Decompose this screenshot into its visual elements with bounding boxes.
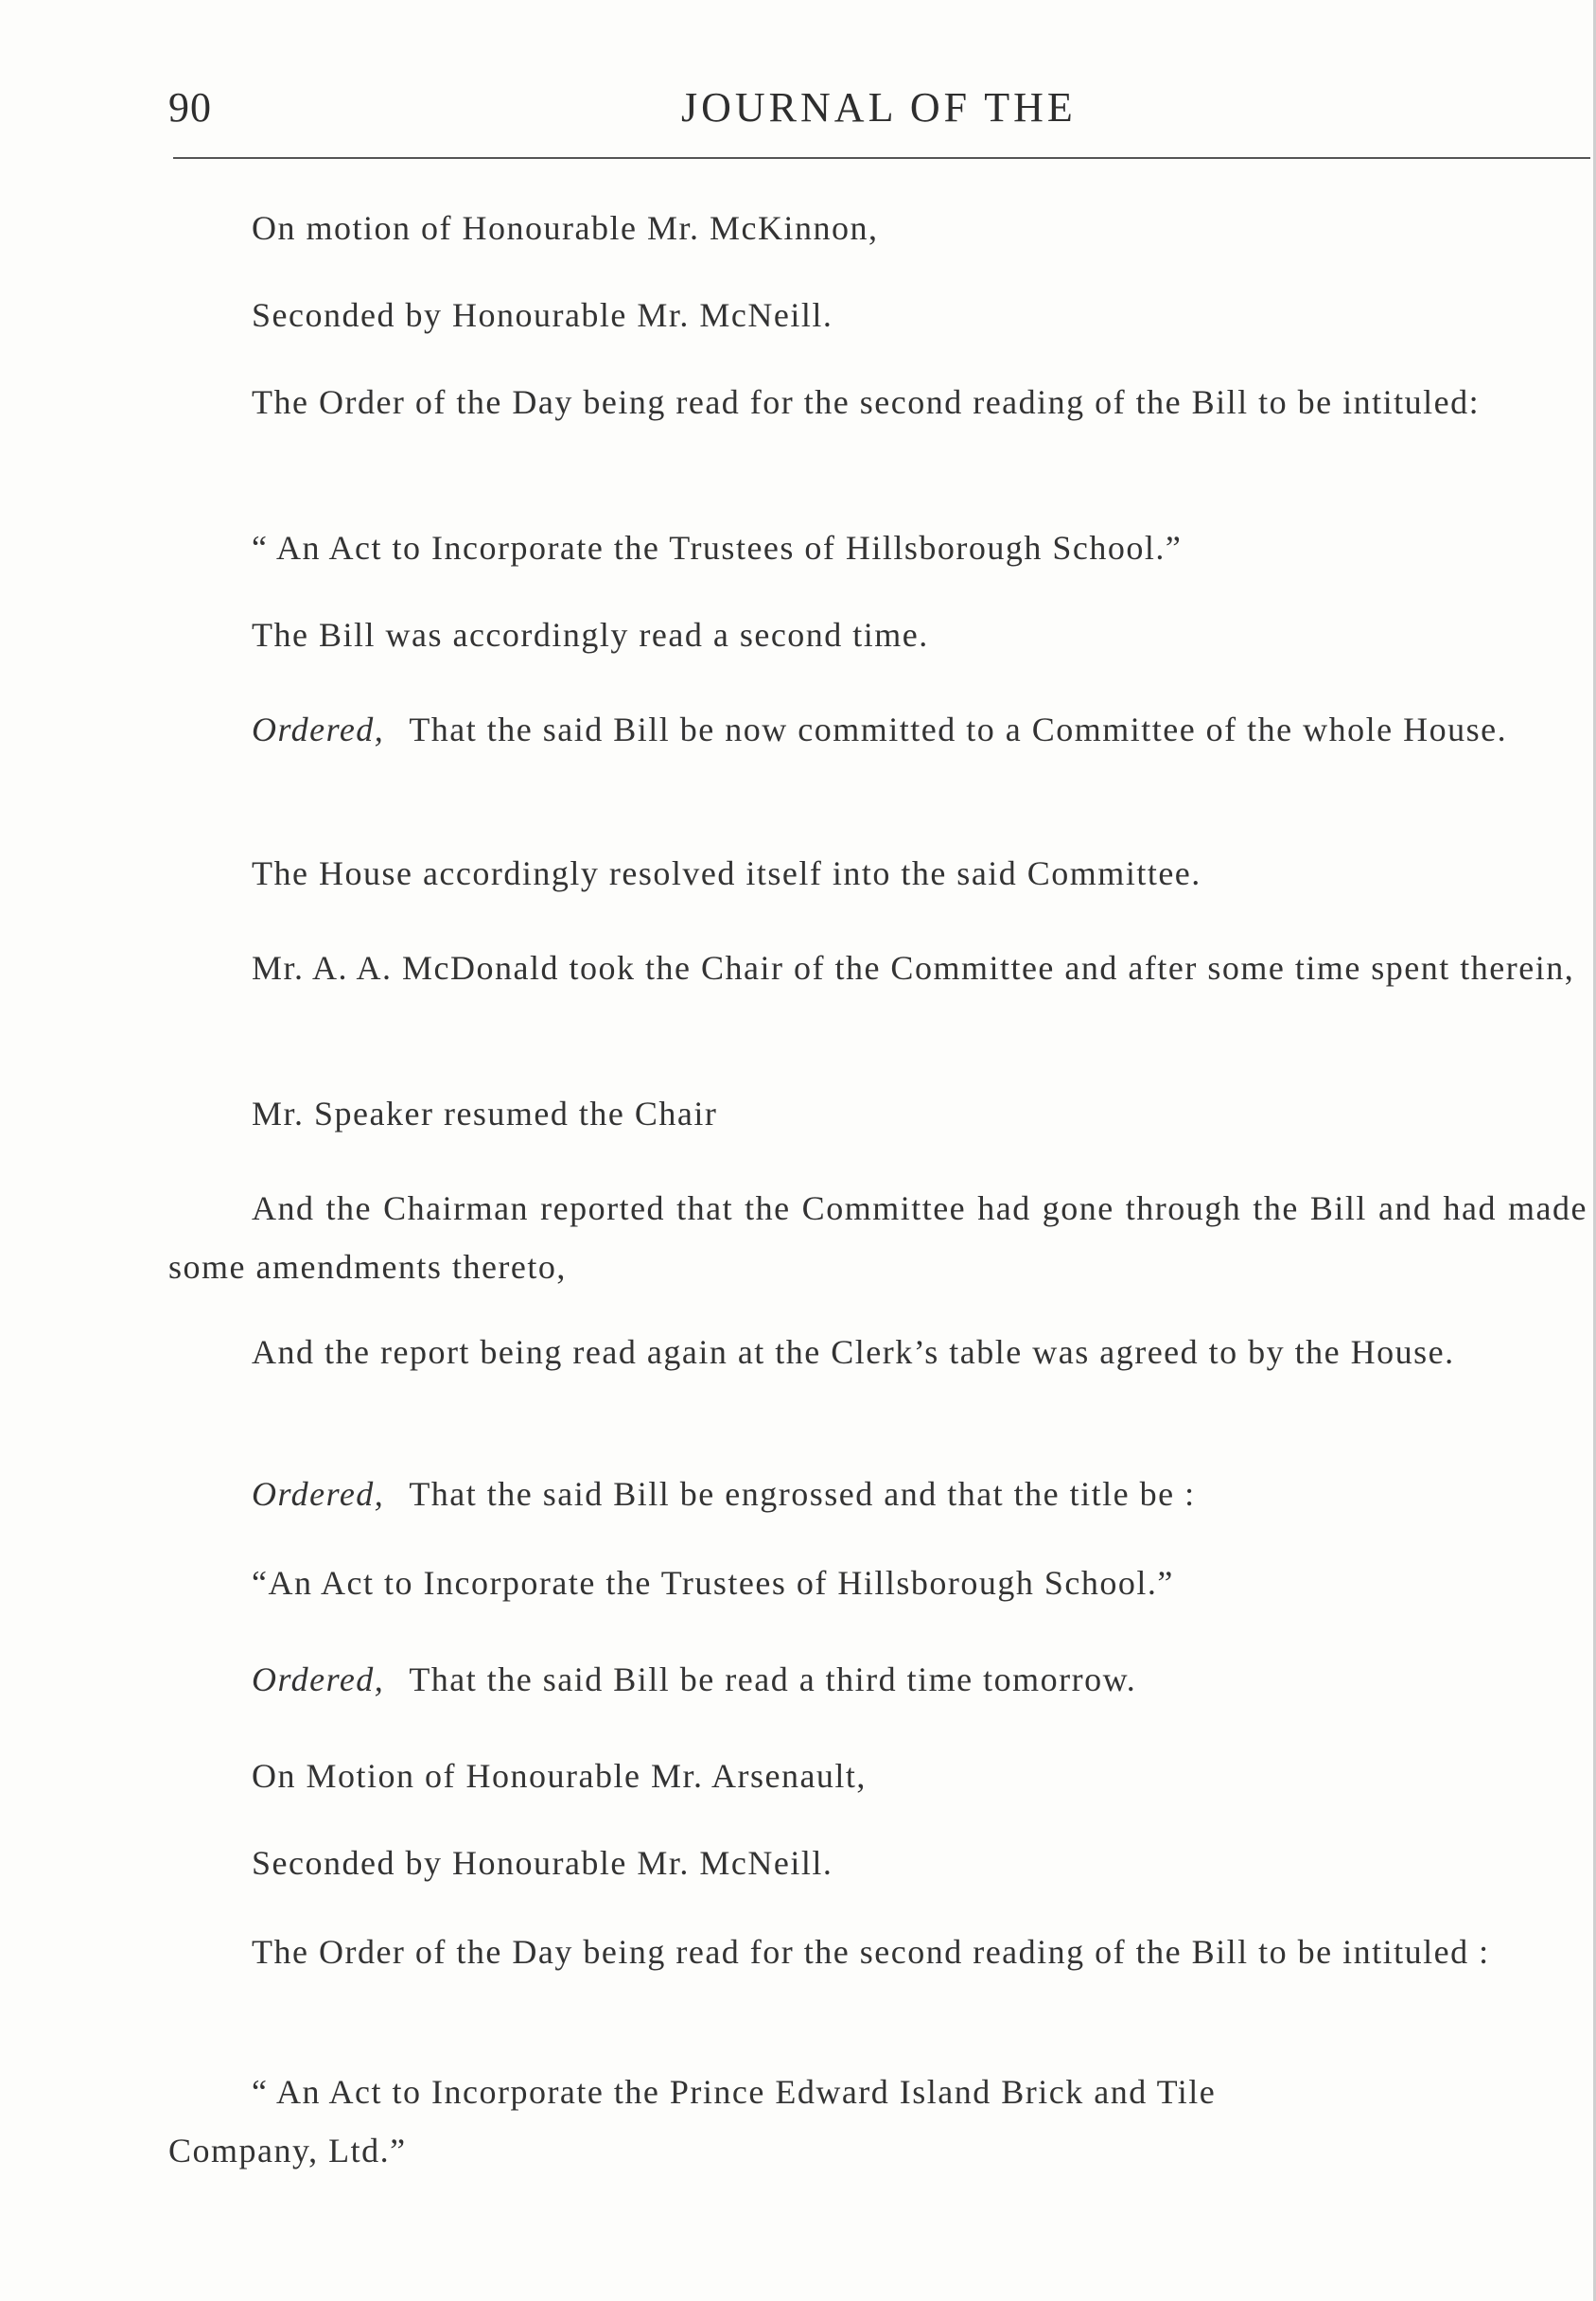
order-paragraph: Ordered, That the said Bill be now committed to a Committee of the whole House. xyxy=(252,711,1508,748)
ordered-lead: Ordered, xyxy=(252,1475,385,1513)
header-rule xyxy=(173,157,1590,159)
paragraph: Mr. Speaker resumed the Chair xyxy=(252,1095,718,1133)
order-paragraph: Ordered, That the said Bill be engrossed and that the title be : xyxy=(252,1475,1196,1513)
paragraph: Seconded by Honourable Mr. McNeill. xyxy=(252,1844,833,1882)
bill-title: “An Act to Incorporate the Trustees of Hillsborough School.” xyxy=(252,1564,1174,1602)
paragraph: On motion of Honourable Mr. McKinnon, xyxy=(252,209,879,247)
bill-title: “ An Act to Incorporate the Prince Edward Island Brick and Tile Company, Ltd.” xyxy=(168,2073,1217,2169)
paragraph: And the report being read again at the Clerk’s table was agreed to by the House. xyxy=(252,1333,1455,1371)
page-number: 90 xyxy=(168,84,212,131)
order-paragraph: Ordered, That the said Bill be read a third time tomorrow. xyxy=(252,1660,1137,1698)
paragraph: On Motion of Honourable Mr. Arsenault, xyxy=(252,1757,867,1795)
ordered-lead: Ordered, xyxy=(252,1660,385,1698)
running-head: JOURNAL OF THE xyxy=(681,84,1077,131)
paragraph: The House accordingly resolved itself into the said Committee. xyxy=(252,854,1201,892)
paragraph: Seconded by Honourable Mr. McNeill. xyxy=(252,296,833,334)
paragraph: Mr. A. A. McDonald took the Chair of the Committee and after some time spent therein, xyxy=(252,949,1575,987)
bill-title: “ An Act to Incorporate the Trustees of Hillsborough School.” xyxy=(252,529,1183,567)
paragraph: The Bill was accordingly read a second time. xyxy=(252,616,929,654)
paragraph: The Order of the Day being read for the second reading of the Bill to be intituled: xyxy=(252,383,1481,421)
paragraph: And the Chairman reported that the Committee had gone through the Bill and had made some amendments thereto, xyxy=(168,1189,1587,1286)
paragraph: The Order of the Day being read for the second reading of the Bill to be intituled : xyxy=(252,1933,1490,1971)
page-header xyxy=(168,83,1587,140)
ordered-lead: Ordered, xyxy=(252,711,385,748)
